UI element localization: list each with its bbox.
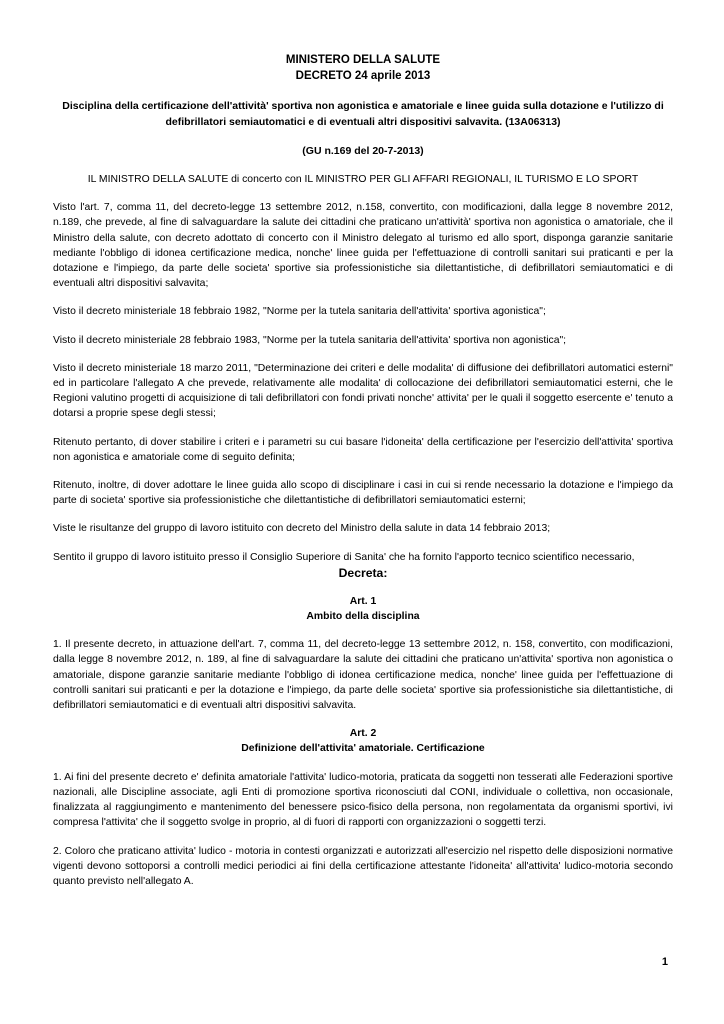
art2-number: Art. 2 (349, 728, 377, 740)
paragraph-ritenuto-criteri: Ritenuto pertanto, di dover stabilire i criteri e i parametri su cui basare l'idoneita' della certificazione per l'esercizio dell'attivita' sportiva non agonistica e amatoriale come di seguito definita; (53, 436, 673, 463)
paragraph-ritenuto-linee-guida: Ritenuto, inoltre, di dover adottare le linee guida allo scopo di disciplinare i casi in cui si rende necessario la dotazione e l'impiego da parte di societa' sportive sia professionistiche che dilettantistiche di defibrillatori semiautomatici esterni; (53, 480, 673, 507)
paragraph-visto-dm-1982: Visto il decreto ministeriale 18 febbraio 1982, "Norme per la tutela sanitaria dell'attivita' sportiva agonistica"; (53, 306, 546, 318)
ministry-heading: MINISTERO DELLA SALUTE (285, 54, 441, 66)
paragraph-visto-art7: Visto l'art. 7, comma 11, del decreto-legge 13 settembre 2012, n.158, convertito, con modificazioni, dalla legge 8 novembre 2012, n.189, che prevede, al fine di salvaguardare la salute dei cittadini che praticano un'attività' sportiva non agonistica o amatoriale, che il Ministro della salute, con decreto adottato di concerto con il Ministro delegato al turismo ed allo sport, disponga garanzie sanitarie mediante l'obbligo di idonea certificazione medica, nonche' linee guida per l'effettuazione di controlli sanitari sui praticanti e per la dotazione e l'impiego, da parte delle societa' sportive sia professionistiche sia dilettantistiche, di defibrillatori semiautomatici e di eventuali altri dispositivi salvavita; (53, 202, 673, 290)
art2-title: Definizione dell'attivita' amatoriale. Certificazione (241, 743, 485, 755)
art1-paragraph-1: 1. Il presente decreto, in attuazione dell'art. 7, comma 11, del decreto-legge 13 settembre 2012, n. 158, convertito, con modificazioni, dalla legge 8 novembre 2012, n. 189, al fine di salvaguardare la salute dei cittadini che praticano un'attivita' sportiva non agonistica o amatoriale, dispone garanzie sanitarie mediante l'obbligo di idonea certificazione medica, nonche' linee guida per l'effettuazione di controlli sanitari sui praticanti e per la dotazione e l'impiego, da parte delle societa' sportive sia professionistiche sia dilettantistiche, di defibrillatori semiautomatici e di eventuali altri dispositivi salvavita. (53, 639, 673, 712)
paragraph-viste-risultanze: Viste le risultanze del gruppo di lavoro istituito con decreto del Ministro della salute in data 14 febbraio 2013; (53, 523, 551, 535)
art2-paragraph-2: 2. Coloro che praticano attivita' ludico - motoria in contesti organizzati e autorizzati all'esercizio nel rispetto delle disposizioni normative vigenti devono sottoporsi a controlli medici periodici ai fini della certificazione attestante l'idoneita' all'attivita' ludico-motoria secondo quanto previsto nell'allegato A. (53, 845, 673, 887)
art1-title: Ambito della disciplina (306, 611, 420, 623)
gazette-reference: (GU n.169 del 20-7-2013) (302, 145, 424, 157)
intro-line: IL MINISTRO DELLA SALUTE di concerto con IL MINISTRO PER GLI AFFARI REGIONALI, IL TURISMO E LO SPORT (87, 174, 639, 185)
decree-subtitle: Disciplina della certificazione dell'attività' sportiva non agonistica e amatoriale e linee guida sulla dotazione e l'utilizzo di defibrillatori semiautomatici e di eventuali altri dispositivi salvavita. (13A06313) (62, 100, 664, 128)
page-number: 1 (661, 956, 668, 968)
decreta-heading: Decreta: (338, 565, 388, 580)
paragraph-visto-dm-2011: Visto il decreto ministeriale 18 marzo 2011, "Determinazione dei criteri e delle modalita' di diffusione dei defibrillatori automatici esterni" ed in particolare l'allegato A che prevede, relativamente alle modalita' di collocazione dei defibrillatori semiautomatici esterni, che le Regioni valutino progetti di acquisizione di tali defibrillatori con fondi privati nonche' attivita' per le quali il soggetto esercente e' tenuto a dotarsi a proprie spese degli stessi; (53, 362, 673, 420)
decree-heading: DECRETO 24 aprile 2013 (295, 70, 431, 82)
document-page (53, 52, 673, 889)
paragraph-sentito: Sentito il gruppo di lavoro istituito presso il Consiglio Superiore di Sanita' che ha fornito l'apporto tecnico scientifico necessario, (53, 551, 635, 563)
paragraph-visto-dm-1983: Visto il decreto ministeriale 28 febbraio 1983, "Norme per la tutela sanitaria dell'attivita' sportiva non agonistica"; (53, 334, 567, 346)
art2-paragraph-1: 1. Ai fini del presente decreto e' definita amatoriale l'attivita' ludico-motoria, praticata da soggetti non tesserati alle Federazioni sportive nazionali, alle Discipline associate, agli Enti di promozione sportiva riconosciuti dal CONI, individuale o collettiva, non occasionale, finalizzata al raggiungimento e mantenimento del benessere psico-fisico della persona, non regolamentata da organismi sportivi, ivi compresa l'attivita' che il soggetto svolge in proprio, al di fuori di rapporti con organizzazioni o soggetti terzi. (53, 771, 673, 829)
art1-number: Art. 1 (349, 595, 377, 607)
